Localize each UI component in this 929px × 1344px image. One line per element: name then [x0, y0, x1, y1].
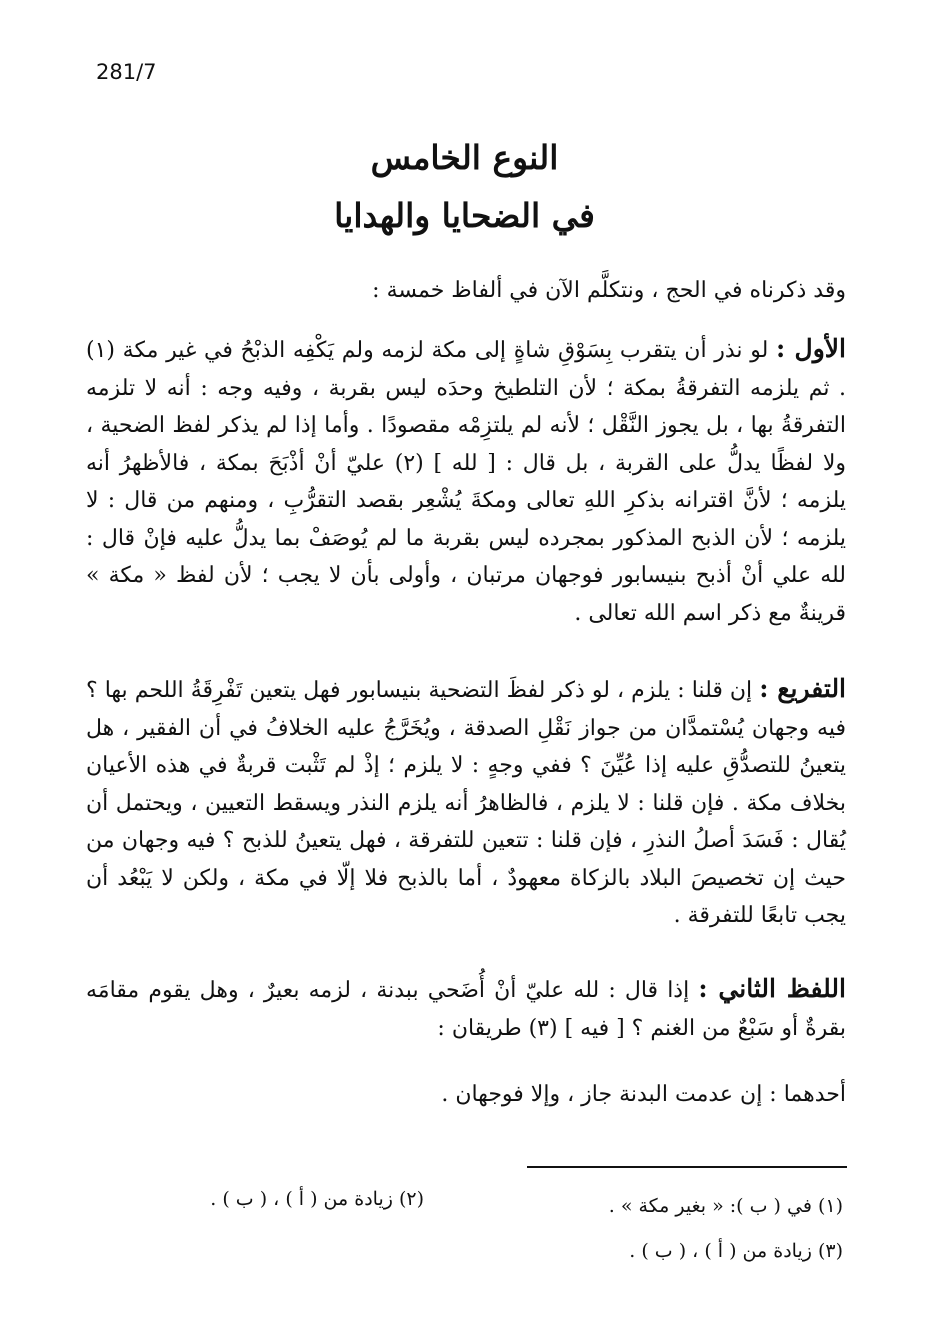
chapter-subtitle: في الضحايا والهدايا [334, 196, 595, 235]
footnote-3: (٣) زيادة من ( أ ) ، ( ب ) . [629, 1240, 843, 1262]
paragraph-lead: اللفظ الثاني : [698, 974, 846, 1003]
paragraph-text: لو نذر أن يتقرب بِسَوْقِ شاةٍ إلى مكة لزمه ولم يَكْفِه الذبْحُ في غير مكة (١) . ثم يلزمه التفرقةُ بمكة ؛ لأن التلطيخ وحدَه ليس بقربة ، وفيه وجه : أنه لا تلزمه التفرقةُ بها ، بل يجوز النَّقْل ؛ لأنه لم يلتزِمْه مقصودًا . وأما إذا لم يذكر لفظ الضحية ، ولا لفظًا يدلُّ على القربة ، بل قال : [ لله ] (٢) عليّ أنْ أذْبَحَ بمكة ، فالأظهرُ أنه يلزمه ؛ لأنَّ اقترانه بذكرِ اللهِ تعالى ومكةَ يُشْعِر بقصد التقرُّبِ ، ومنهم من قال : لا يلزمه ؛ لأن الذبح المذكور بمجرده ليس بقربة ما لم يُوصَفْ بما يدلُّ عليه فإنْ قال : لله علي أنْ أذبح بنيسابور فوجهان مرتبان ، وأولى بأن لا يجب ؛ لأن لفظ « مكة » قرينةٌ مع ذكر اسم الله تعالى . [86, 338, 846, 626]
paragraph-second-word [86, 970, 846, 1047]
paragraph-text: إذا قال : لله عليّ أنْ أُضَحي ببدنة ، لزمه بعيرٌ ، وهل يقوم مقامَه بقرةٌ أو سَبْعٌ من الغنم ؟ [ فيه ] (٣) طريقان : [86, 978, 846, 1041]
paragraph-first [86, 330, 846, 632]
footnote-1: (١) في ( ب ): « بغير مكة » . [608, 1195, 843, 1217]
intro-paragraph: وقد ذكرناه في الحج ، ونتكلَّم الآن في ألفاظ خمسة : [372, 278, 846, 303]
footnote-2: (٢) زيادة من ( أ ) ، ( ب ) . [210, 1188, 424, 1210]
footnote-divider [527, 1166, 847, 1168]
paragraph-tafree [86, 670, 846, 935]
paragraph-text: إن قلنا : يلزم ، لو ذكر لفظَ التضحية بنيسابور فهل يتعين تَفْرِقَةُ اللحم بها ؟ فيه وجهان يُسْتمدَّان من جواز نَقْلِ الصدقة ، ويُخَرَّجُ عليه الخلافُ في أن الفقير ، هل يتعينُ للتصدُّقِ عليه إذا عُيِّنَ ؟ ففي وجهٍ : لا يلزم ؛ إذْ لم تَثْبت قربةٌ في هذه الأعيان بخلاف مكة . فإن قلنا : لا يلزم ، فالظاهرُ أنه يلزم النذر ويسقط التعيين ، ويحتمل أن يُقال : فَسَدَ أصلُ النذرِ ، فإن قلنا : تتعين للتفرقة ، فهل يتعينُ للذبح ؟ فيه وجهان من حيث إن تخصيصَ البلاد بالزكاة معهودٌ ، أما بالذبح فلا إلّا في مكة ، ولكن لا يَبْعُد أن يجب تابعًا للتفرقة . [86, 678, 847, 928]
paragraph-lead: التفريع : [759, 674, 847, 703]
chapter-title: النوع الخامس [370, 138, 559, 177]
paragraph-lead: الأول : [775, 334, 847, 363]
page-number: 281/7 [96, 60, 157, 84]
paragraph-first-path: أحدهما : إن عدمت البدنة جاز ، وإلا فوجهان . [441, 1082, 846, 1107]
